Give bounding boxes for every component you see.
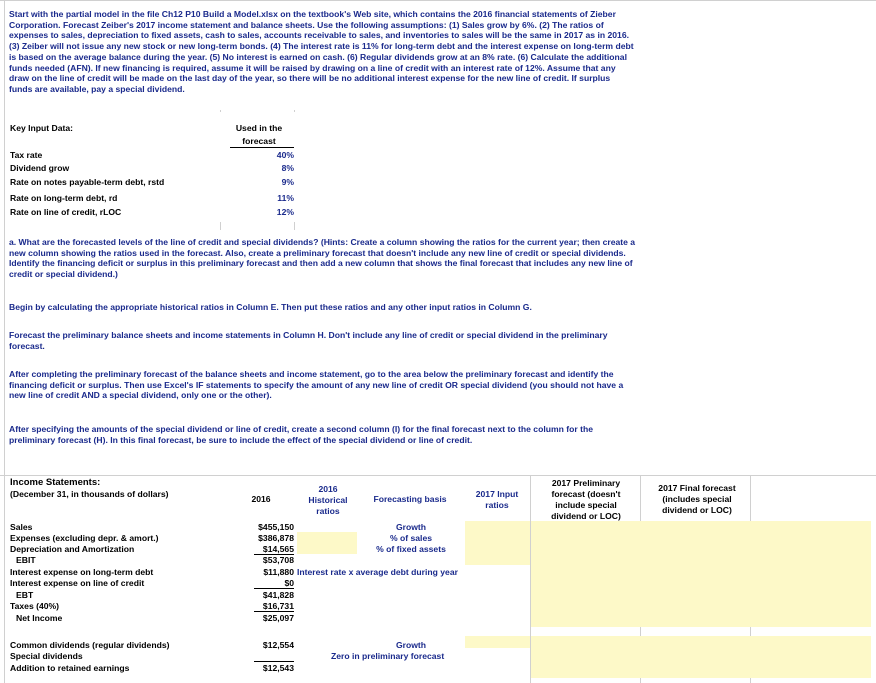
instruction-step-3: After completing the preliminary forecast of the balance sheets and income statement, go to the area below the preliminary forecast and identify the financing deficit or surplus. Then use Excel's IF statements to specify the amount of any new line of credit OR special dividend (you should not have a new line of credit AND a special dividend, only one or the other). [9, 369, 624, 401]
row-net-income-value: $25,097 [262, 613, 294, 623]
forecast-cells-dividends[interactable] [531, 636, 871, 678]
rloc-label: Rate on line of credit, rLOC [10, 207, 122, 217]
row-expenses-label: Expenses (excluding depr. & amort.) [10, 533, 159, 543]
row-common-div-label: Common dividends (regular dividends) [10, 640, 170, 650]
col-final-line1: 2017 Final forecast [658, 483, 736, 493]
instruction-step-1: Begin by calculating the appropriate historical ratios in Column E. Then put these ratios and any other input ratios in Column G. [9, 302, 532, 312]
row-taxes-label: Taxes (40%) [10, 601, 60, 611]
forecast-cells[interactable] [531, 521, 871, 627]
rd-label: Rate on long-term debt, rd [10, 193, 118, 203]
row-common-div-value: $12,554 [262, 640, 294, 650]
row-int-ltd-basis: Interest rate x average debt during year [297, 567, 458, 577]
col-prelim-line2: forecast (doesn't [551, 489, 621, 499]
row-depr-label: Depreciation and Amortization [10, 544, 135, 554]
row-add-re-label: Addition to retained earnings [10, 663, 130, 673]
rd-value[interactable]: 11% [277, 193, 294, 203]
forecast-col-header-line1: Used in the [235, 123, 283, 133]
row-special-div-label: Special dividends [10, 651, 83, 661]
row-int-loc-value: $0 [284, 578, 294, 588]
row-special-div-basis: Zero in preliminary forecast [331, 651, 445, 661]
income-title: Income Statements: [10, 477, 101, 488]
row-sales-basis: Growth [395, 522, 427, 532]
rstd-label: Rate on notes payable-term debt, rstd [10, 177, 165, 187]
instruction-step-2: Forecast the preliminary balance sheets and income statements in Column H. Don't include any line of credit or special dividend in the preliminary forecast. [9, 330, 608, 351]
row-taxes-value: $16,731 [262, 601, 294, 611]
col-2016: 2016 [251, 494, 271, 504]
row-ebit-label: EBIT [16, 555, 36, 565]
col-final-line3: dividend or LOC) [662, 505, 732, 515]
tax-rate-label: Tax rate [10, 150, 43, 160]
row-ebt-value: $41,828 [262, 590, 294, 600]
row-int-ltd-value: $11,880 [263, 567, 294, 577]
col-prelim-line3: include special [555, 500, 617, 510]
key-input-title: Key Input Data: [10, 123, 74, 133]
problem-statement: Start with the partial model in the file Ch12 P10 Build a Model.xlsx on the textbook's Web site, which contains the 2016 financial statements of Zieber Corporation. Forecast Zeiber's 2017 income statement and balance sheets. Use the following assumptions: (1) Sales grow by 6%. (2) The ratios of expenses to sales, depreciation to fixed assets, cash to sales, accounts receivable to sales, and inventories to sales will be the same in 2017 as in 2016. (3) Zeiber will not issue any new stock or new long-term bonds. (4) The interest rate is 11% for long-term debt and the interest expense on long-term debt is based on the average balance during the year. (5) No interest is earned on cash. (6) Regular dividends grow at an 8% rate. (6) Calculate the additional funds needed (AFN). If new financing is required, assume it will be raised by drawing on a line of credit with an interest rate of 12%. Assume that any draw on the line of credit will be made on the last day of the year, so there will be no additional interest expense for the new line of credit. If surplus funds are available, pay a special dividend. [9, 9, 634, 94]
rstd-value[interactable]: 9% [281, 177, 294, 187]
col-input-line1: 2017 Input [475, 489, 519, 499]
col-prelim-line4: dividend or LOC) [551, 511, 621, 521]
input-ratio-cell-expenses[interactable] [465, 543, 530, 565]
hist-ratio-cells[interactable] [297, 532, 357, 554]
dividend-grow-label: Dividend grow [10, 163, 70, 173]
col-prelim-line1: 2017 Preliminary [551, 478, 621, 488]
col-hist-line3: ratios [316, 506, 340, 516]
col-hist-line2: Historical [308, 495, 348, 505]
row-net-income-label: Net Income [16, 613, 63, 623]
col-input-line2: ratios [485, 500, 509, 510]
col-basis: Forecasting basis [373, 494, 447, 504]
rloc-value[interactable]: 12% [276, 207, 294, 217]
input-ratio-cell-sales[interactable] [465, 521, 530, 543]
row-int-ltd-label: Interest expense on long-term debt [10, 567, 154, 577]
instruction-step-4: After specifying the amounts of the special dividend or line of credit, create a second column (I) for the final forecast next to the column for the preliminary forecast (H). In this final forecast, be sure to include the effect of the special dividend or line of credit. [9, 424, 593, 445]
col-final-line2: (includes special [662, 494, 732, 504]
income-subtitle: (December 31, in thousands of dollars) [10, 489, 169, 499]
tax-rate-value[interactable]: 40% [276, 150, 294, 160]
row-sales-label: Sales [10, 522, 33, 532]
dividend-grow-value[interactable]: 8% [281, 163, 294, 173]
row-expenses-basis: % of sales [389, 533, 433, 543]
row-common-div-basis: Growth [395, 640, 427, 650]
row-ebt-label: EBT [16, 590, 34, 600]
input-ratio-cell-dividends[interactable] [465, 636, 530, 648]
row-depr-basis: % of fixed assets [376, 544, 446, 554]
row-sales-value: $455,150 [258, 522, 294, 532]
col-hist-line1: 2016 [318, 484, 338, 494]
forecast-col-header-line2: forecast [242, 136, 276, 146]
row-add-re-value: $12,543 [262, 663, 294, 673]
row-expenses-value: $386,878 [258, 533, 294, 543]
row-int-loc-label: Interest expense on line of credit [10, 578, 145, 588]
question-a: a. What are the forecasted levels of the line of credit and special dividends? (Hints: Create a column showing the ratios for the current year; then create a new column showing the ratios used in the forecast. Also, create a preliminary forecast that doesn't include any new line of credit or special dividends. Identify the financing deficit or surplus in this preliminary forecast and then add a new column that shows the final forecast that includes any new line of credit or special dividend.) [9, 237, 636, 280]
row-depr-value: $14,565 [262, 544, 294, 554]
row-ebit-value: $53,708 [262, 555, 294, 565]
